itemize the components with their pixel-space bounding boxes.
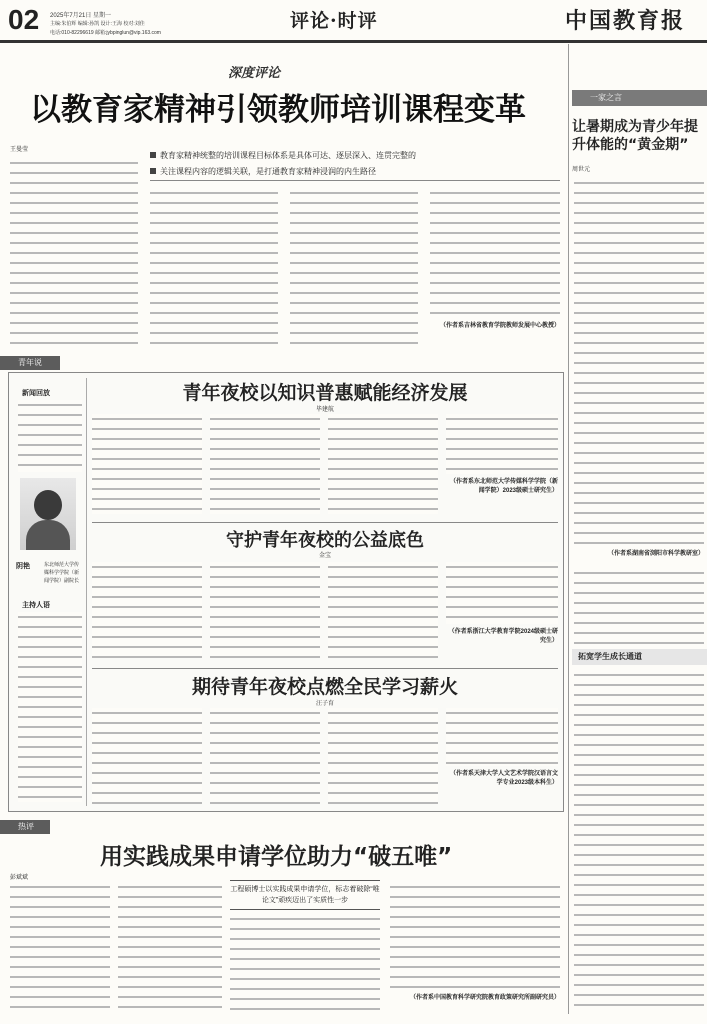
bullet-square-icon bbox=[150, 168, 156, 174]
feature-byline: 王曼莹 bbox=[10, 147, 29, 153]
news-replay-label: 新闻回放 bbox=[22, 390, 50, 397]
feature-author-credit: （作者系吉林省教育学院教师发展中心教授） bbox=[439, 323, 560, 329]
sidebar-byline: 周世元 bbox=[572, 167, 591, 173]
article-body bbox=[210, 414, 320, 514]
article-byline: 金宝 bbox=[318, 553, 331, 559]
feature-logo: 深度评论 bbox=[228, 66, 281, 81]
article-byline: 汪子育 bbox=[315, 701, 334, 707]
feature-body-column bbox=[150, 188, 278, 348]
bullet-square-icon bbox=[150, 152, 156, 158]
newspaper-masthead: 中国教育报 bbox=[565, 8, 686, 34]
repin-band: 热评 bbox=[0, 820, 50, 834]
host-note-text bbox=[18, 612, 82, 802]
feature-bullet-text: 关注课程内容的逻辑关联，是打通教育家精神浸润的内生路径 bbox=[160, 167, 376, 176]
column-rule bbox=[568, 44, 569, 1014]
page-number: 02 bbox=[8, 4, 40, 35]
article-body bbox=[328, 562, 438, 658]
sidebar-band: 一家之言 bbox=[572, 90, 707, 106]
article-byline: 毕建航 bbox=[315, 407, 334, 413]
sidebar-author-credit: （作者系湖南省浏阳市科学教研室） bbox=[607, 551, 704, 557]
article-credit: （作者系天津大学人文艺术学院汉语言文学专业2023级本科生） bbox=[449, 771, 558, 786]
feature-bullet-text: 教育家精神统整的培训课程目标体系是具体可达、逐层深入、连贯完整的 bbox=[160, 151, 416, 160]
article-headline: 青年夜校以知识普惠赋能经济发展 bbox=[182, 382, 468, 404]
editor-credits: 主编:朱伯辉 编辑:孙凯 设计:王海 校对:刘佳 bbox=[50, 21, 145, 27]
article-headline: 期待青年夜校点燃全民学习薪火 bbox=[191, 676, 458, 698]
feature-bullet bbox=[150, 150, 416, 161]
feature-body-column bbox=[290, 188, 418, 348]
article-body bbox=[446, 708, 558, 766]
pull-quote: 工程硕博士以实践成果申请学位，标志着破除“唯论文”顽疾迈出了实质性一步 bbox=[230, 880, 380, 910]
host-note-label: 主持人语 bbox=[22, 602, 50, 609]
repin-headline: 用实践成果申请学位助力“破五唯” bbox=[100, 844, 453, 870]
feature-body-column bbox=[430, 188, 560, 318]
feature-body-column bbox=[10, 158, 138, 348]
repin-byline: 彭斌斌 bbox=[10, 875, 29, 881]
news-replay-text bbox=[18, 400, 82, 472]
guest-photo-head bbox=[34, 490, 62, 520]
sidebar-subhead: 拓宽学生成长通道 bbox=[572, 649, 707, 665]
sidebar-headline: 让暑期成为青少年提升体能的“黄金期” bbox=[572, 119, 698, 153]
article-credit: （作者系浙江大学教育学院2024级硕士研究生） bbox=[448, 629, 558, 644]
article-credit: （作者系东北师范大学传媒科学学院（新闻学院）2023级硕士研究生） bbox=[449, 479, 558, 494]
feature-bullet bbox=[150, 166, 376, 177]
issue-date: 2025年7月21日 星期一 bbox=[50, 13, 112, 19]
divider bbox=[92, 522, 558, 523]
section-title: 评论·时评 bbox=[290, 10, 378, 32]
article-body bbox=[92, 562, 202, 658]
column-rule bbox=[86, 378, 87, 806]
guest-role: 东北师范大学传媒科学学院（新闻学院）副院长 bbox=[44, 562, 80, 584]
repin-credit: （作者系中国教育科学研究院教育政策研究所副研究员） bbox=[409, 995, 560, 1001]
divider bbox=[92, 668, 558, 669]
guest-name: 阴艳 bbox=[16, 563, 30, 570]
repin-body bbox=[118, 882, 222, 1014]
feature-headline: 以教育家精神引领教师培训课程变革 bbox=[30, 92, 526, 128]
guest-photo-body bbox=[26, 520, 70, 550]
article-body bbox=[446, 414, 558, 474]
article-body bbox=[210, 562, 320, 658]
qingnian-band: 青年说 bbox=[0, 356, 60, 370]
sidebar-body bbox=[574, 178, 704, 548]
article-body bbox=[92, 708, 202, 804]
article-body bbox=[328, 414, 438, 514]
divider bbox=[150, 180, 560, 181]
repin-body bbox=[10, 882, 110, 1014]
article-body bbox=[92, 414, 202, 514]
article-body bbox=[446, 562, 558, 624]
repin-body bbox=[230, 914, 380, 1014]
article-headline: 守护青年夜校的公益底色 bbox=[226, 530, 424, 551]
sidebar-body bbox=[574, 670, 704, 1014]
article-body bbox=[328, 708, 438, 804]
article-body bbox=[210, 708, 320, 804]
repin-body bbox=[390, 882, 560, 990]
sidebar-body bbox=[574, 568, 704, 644]
contact-info: 电话:010-82296619 邮箱:jybpinglun@vip.163.com bbox=[50, 30, 161, 36]
